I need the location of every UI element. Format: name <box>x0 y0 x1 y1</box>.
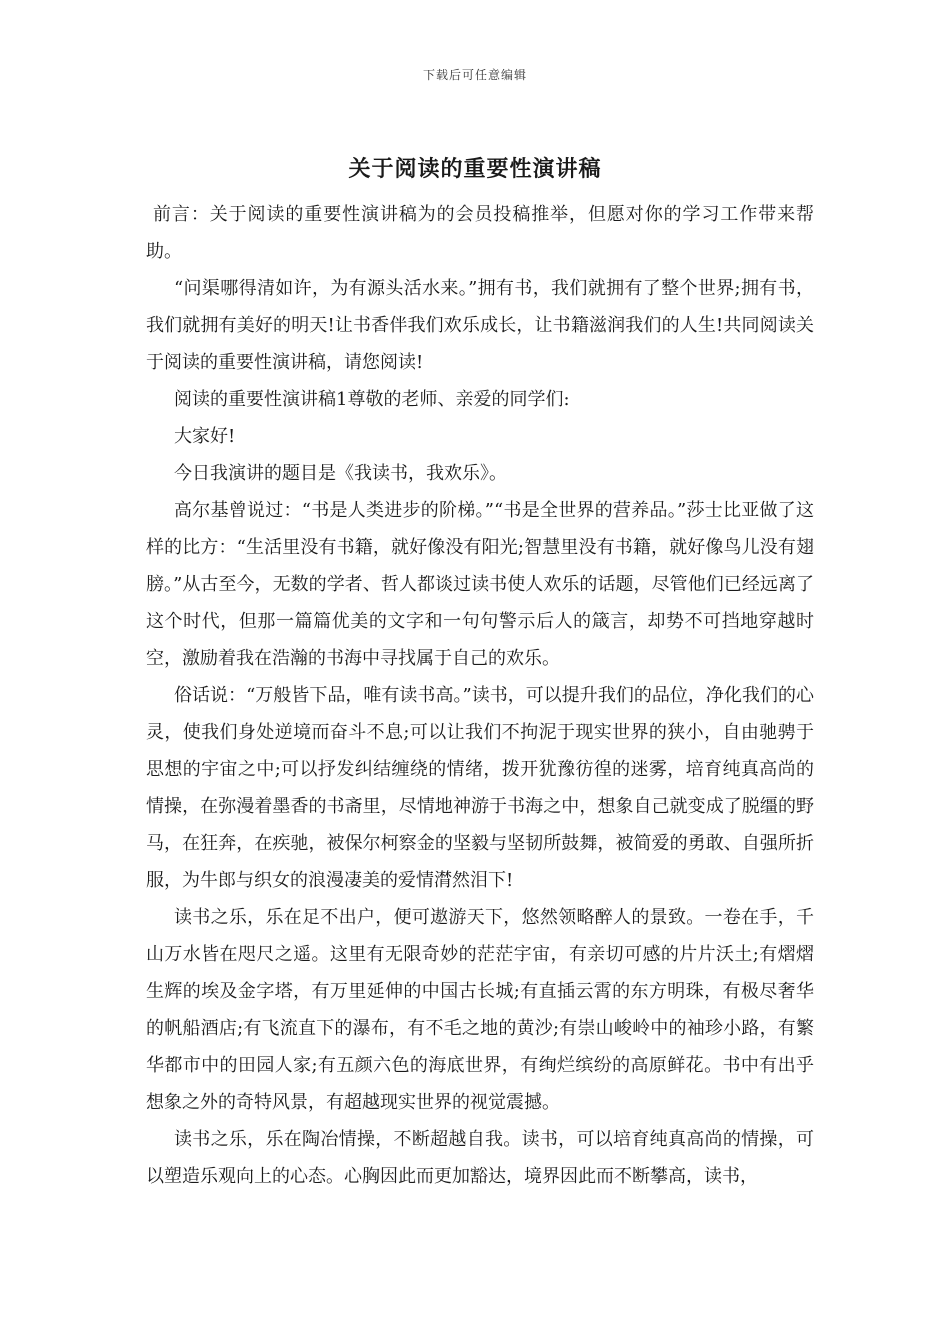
body-paragraph: 读书之乐，乐在陶冶情操，不断超越自我。读书，可以培育纯真高尚的情操，可以塑造乐观向上的心态。心胸因此而更加豁达，境界因此而不断攀高，读书， <box>146 1129 814 1187</box>
body-paragraph: 读书之乐，乐在足不出户，便可遨游天下，悠然领略醉人的景致。一卷在手，千山万水皆在咫尺之遥。这里有无限奇妙的茫茫宇宙，有亲切可感的片片沃土;有熠熠生辉的埃及金字塔，有万里延伸的中国古长城;有直插云霄的东方明珠，有极尽奢华的帆船酒店;有飞流直下的瀑布，有不毛之地的黄沙;有崇山峻岭中的袖珍小路，有繁华都市中的田园人家;有五颜六色的海底世界，有绚烂缤纷的高原鲜花。书中有出乎想象之外的奇特风景，有超越现实世界的视觉震撼。 <box>146 907 814 1113</box>
body-paragraph: 俗话说：“万般皆下品，唯有读书高。”读书，可以提升我们的品位，净化我们的心灵，使我们身处逆境而奋斗不息;可以让我们不拘泥于现实世界的狭小，自由驰骋于思想的宇宙之中;可以抒发纠结缠绕的情绪，拨开犹豫彷徨的迷雾，培育纯真高尚的情操，在弥漫着墨香的书斋里，尽情地神游于书海之中，想象自己就变成了脱缰的野马，在狂奔，在疾驰，被保尔柯察金的坚毅与坚韧所鼓舞，被简爱的勇敢、自强所折服，为牛郎与织女的浪漫凄美的爱情潸然泪下! <box>146 685 814 891</box>
document-title: 关于阅读的重要性演讲稿 <box>348 156 602 182</box>
body-paragraph: “问渠哪得清如许，为有源头活水来。”拥有书，我们就拥有了整个世界;拥有书，我们就拥有美好的明天!让书香伴我们欢乐成长，让书籍滋润我们的人生!共同阅读关于阅读的重要性演讲稿，请您阅读! <box>146 278 814 373</box>
body-paragraph: 今日我演讲的题目是《我读书，我欢乐》。 <box>174 463 507 484</box>
preface-paragraph: 前言：关于阅读的重要性演讲稿为的会员投稿推举，但愿对你的学习工作带来帮助。 <box>146 204 814 262</box>
header-note: 下载后可任意编辑 <box>422 68 527 82</box>
body-paragraph: 大家好! <box>174 426 236 447</box>
body-paragraph: 阅读的重要性演讲稿1尊敬的老师、亲爱的同学们: <box>174 389 570 410</box>
document-body <box>146 196 814 1195</box>
body-paragraph: 高尔基曾说过：“书是人类进步的阶梯。”“书是全世界的营养品。”莎士比亚做了这样的比方：“生活里没有书籍，就好像没有阳光;智慧里没有书籍，就好像鸟儿没有翅膀。”从古至今，无数的学者、哲人都谈过读书使人欢乐的话题，尽管他们已经远离了这个时代，但那一篇篇优美的文字和一句句警示后人的箴言，却势不可挡地穿越时空，激励着我在浩瀚的书海中寻找属于自己的欢乐。 <box>146 500 814 669</box>
